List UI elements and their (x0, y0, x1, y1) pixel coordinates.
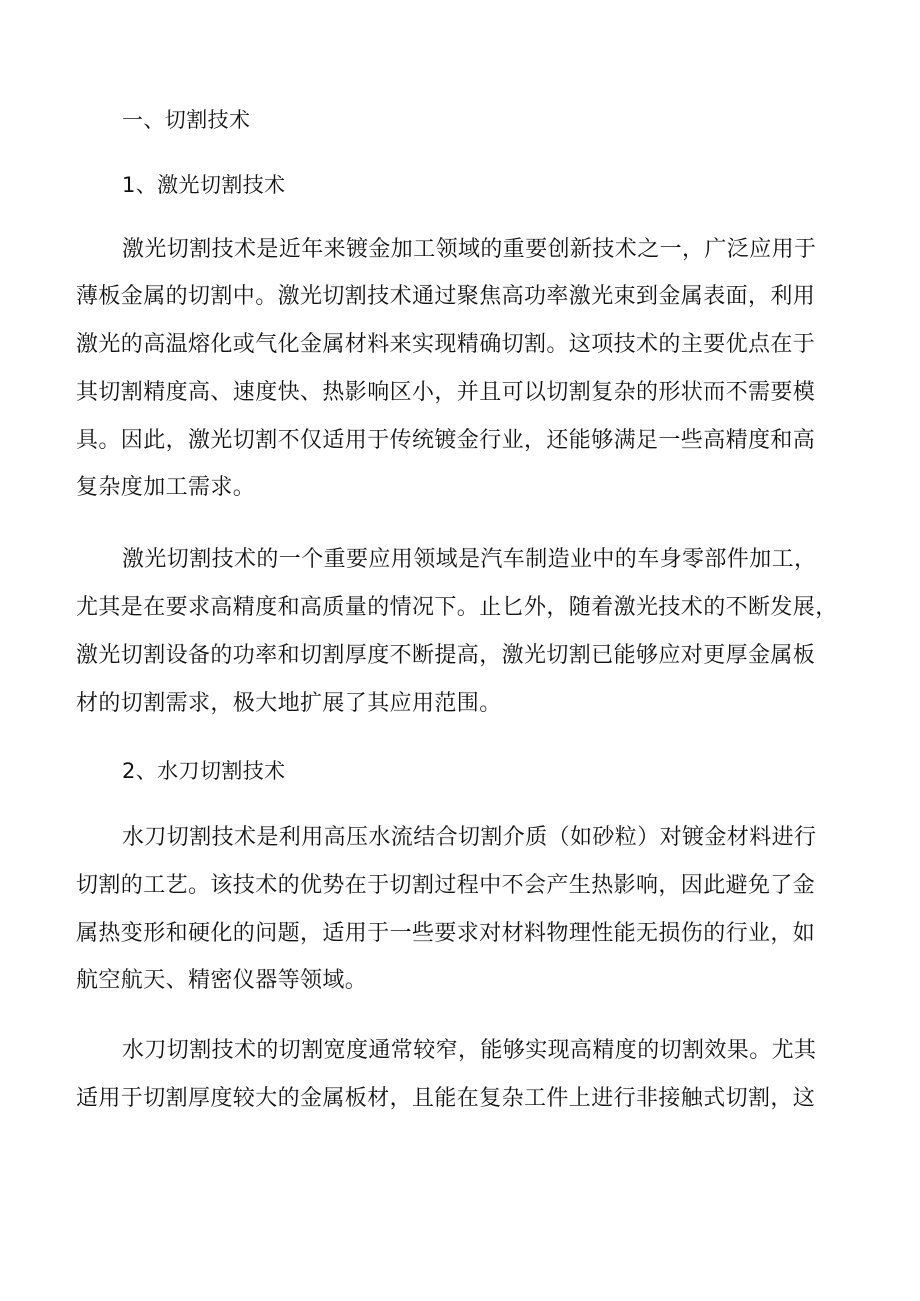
paragraph-line: 激光切割设备的功率和切割厚度不断提高，激光切割已能够应对更厚金属板 (76, 643, 816, 668)
paragraph-line: 具。因此，激光切割不仅适用于传统镀金行业，还能够满足一些高精度和高 (76, 428, 816, 453)
paragraph-line: 材的切割需求，极大地扩展了其应用范围。 (76, 691, 502, 716)
paragraph-line: 薄板金属的切割中。激光切割技术通过聚焦高功率激光束到金属表面，利用 (76, 284, 816, 309)
section-heading: 一、切割技术 (122, 108, 251, 132)
paragraph-line: 激光切割技术的一个重要应用领域是汽车制造业中的车身零部件加工， (122, 547, 817, 572)
paragraph-line: 激光的高温熔化或气化金属材料来实现精确切割。这项技术的主要优点在于 (76, 332, 816, 357)
paragraph-line: 切割的工艺。该技术的优势在于切割过程中不会产生热影响，因此避免了金 (76, 873, 816, 898)
paragraph-line: 属热变形和硬化的问题，适用于一些要求对材料物理性能无损伤的行业，如 (76, 921, 816, 946)
paragraph-line: 水刀切割技术是利用高压水流结合切割介质（如砂粒）对镀金材料进行 (122, 825, 817, 850)
subsection-heading-waterjet: 2、水刀切割技术 (122, 759, 286, 783)
paragraph-line: 航空航天、精密仪器等领域。 (76, 968, 368, 993)
paragraph-line: 尤其是在要求高精度和高质量的情况下。止匕外，随着激光技术的不断发展， (76, 595, 838, 620)
paragraph-line: 水刀切割技术的切割宽度通常较窄，能够实现高精度的切割效果。尤其 (122, 1038, 817, 1063)
paragraph-line: 复杂度加工需求。 (76, 475, 256, 500)
subsection-heading-laser: 1、激光切割技术 (122, 173, 286, 197)
paragraph-line: 适用于切割厚度较大的金属板材，且能在复杂工件上进行非接触式切割，这 (76, 1086, 816, 1111)
paragraph-line: 其切割精度高、速度快、热影响区小，并且可以切割复杂的形状而不需要模 (76, 380, 816, 405)
paragraph-line: 激光切割技术是近年来镀金加工领域的重要创新技术之一，广泛应用于 (122, 237, 817, 262)
